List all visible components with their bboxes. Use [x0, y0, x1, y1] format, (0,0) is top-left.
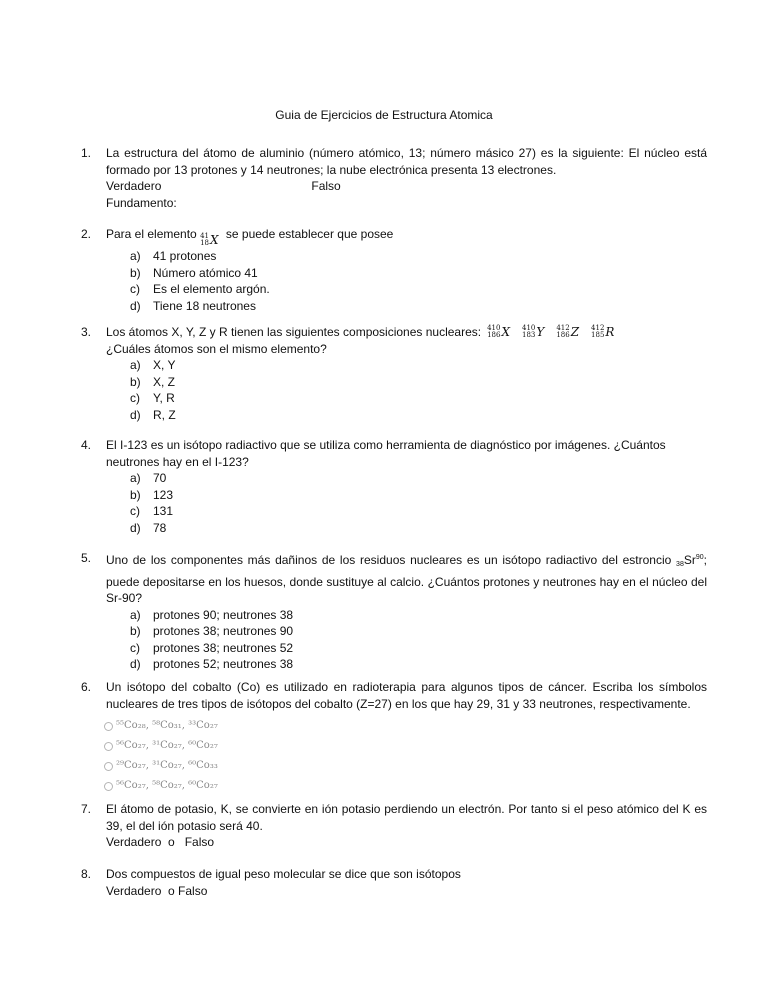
options-list [130, 607, 707, 673]
option-text: R, Z [153, 407, 176, 422]
option-item [130, 390, 707, 407]
option-item [130, 623, 707, 640]
true-label: Verdadero [106, 179, 162, 193]
option-item [130, 265, 707, 282]
question-number: 8. [81, 867, 92, 881]
isotope-symbol: 412 185 R [591, 324, 615, 340]
radio-choice[interactable] [104, 736, 707, 756]
option-label: d) [130, 298, 141, 313]
question-text: Uno de los componentes más dañinos de los residuos nucleares es un isótopo radiactivo del estroncio $_{38}Sr^{90}$; puede depositarse en los huesos, donde sustituye al calcio. ¿Cuántos protones y neutrones hay en el núcleo del Sr-90? [106, 553, 707, 605]
option-label: b) [130, 374, 141, 389]
question-7 [81, 801, 707, 851]
option-item [130, 520, 707, 537]
option-item [130, 640, 707, 657]
question-text: Un isótopo del cobalto (Co) es utilizado en radioterapia para algunos tipos de cáncer. Escriba los símbolos nucleares de tres tipos de isótopos del cobalto (Z=27) en los que hay 29, 31 y 33 neutrones, respectivamente. [106, 680, 707, 711]
answer-line: Verdadero o Falso [106, 835, 215, 849]
question-number: 6. [81, 680, 92, 694]
option-text: protones 38; neutrones 90 [153, 624, 294, 638]
question-5 [81, 550, 707, 673]
isotope-symbol: 410 183 Y [522, 324, 545, 340]
question-6 [81, 679, 707, 796]
option-text: 41 protones [153, 249, 217, 264]
question-number: 3. [81, 325, 92, 339]
choice-text: ⁵⁵Co₂₈, ⁵⁸Co₃₁, ³³Co₂₇ [116, 719, 218, 731]
radio-button[interactable] [104, 742, 113, 751]
option-label: b) [130, 265, 141, 280]
option-item [130, 656, 707, 673]
question-text-post: se puede establecer que posee [225, 227, 394, 241]
question-number: 5. [81, 551, 92, 565]
option-item [130, 248, 707, 265]
isotope-list [487, 324, 626, 341]
question-3 [81, 324, 707, 423]
option-item [130, 503, 707, 520]
false-label: Falso [311, 179, 341, 193]
question-subtext: ¿Cuáles átomos son el mismo elemento? [106, 341, 327, 356]
option-text: 78 [153, 520, 167, 535]
option-label: c) [130, 640, 140, 655]
question-2 [81, 226, 707, 314]
option-label: c) [130, 391, 140, 405]
question-number: 2. [81, 227, 92, 241]
isotope-symbol: 412 186 Z [556, 324, 580, 340]
option-item [130, 487, 707, 504]
question-1 [81, 145, 707, 211]
question-text: Dos compuestos de igual peso molecular se dice que son isótopos [106, 867, 461, 881]
isotope-symbol: 410 186 X [487, 324, 511, 340]
option-item [130, 470, 707, 487]
option-text: Y, R [153, 391, 175, 405]
radio-choice-group [104, 716, 707, 796]
option-label: c) [130, 282, 140, 297]
question-number: 7. [81, 802, 92, 816]
radio-button[interactable] [104, 722, 113, 731]
question-text-pre: Para el elemento [106, 227, 197, 241]
option-text: 70 [153, 471, 167, 485]
option-text: Es el elemento argón. [153, 282, 270, 297]
options-list [130, 357, 707, 423]
radio-button[interactable] [104, 762, 113, 771]
option-label: a) [130, 471, 141, 485]
question-4 [81, 437, 707, 536]
question-text: Los átomos X, Y, Z y R tienen las siguientes composiciones nucleares: [106, 325, 482, 339]
question-number: 1. [81, 146, 92, 160]
options-list [130, 248, 707, 314]
option-text: X, Y [153, 358, 176, 372]
option-label: d) [130, 407, 141, 422]
options-list [130, 470, 707, 536]
option-text: X, Z [153, 374, 176, 389]
radio-choice[interactable] [104, 756, 707, 776]
page-title: Guia de Ejercicios de Estructura Atomica [275, 108, 493, 122]
answer-line: Verdadero o Falso [106, 883, 208, 898]
choice-text: ⁵⁶Co₂₇, ⁵⁸Co₂₇, ⁶⁰Co₂₇ [116, 779, 218, 791]
option-label: b) [130, 624, 141, 638]
option-label: d) [130, 520, 141, 535]
option-label: c) [130, 504, 140, 518]
fundamento-label: Fundamento: [106, 195, 177, 210]
option-label: a) [130, 358, 141, 372]
question-8 [81, 866, 707, 899]
option-text: protones 38; neutrones 52 [153, 640, 294, 655]
radio-choice[interactable] [104, 716, 707, 736]
option-item [130, 374, 707, 391]
option-label: a) [130, 607, 141, 622]
option-text: protones 52; neutrones 38 [153, 657, 294, 671]
option-text: protones 90; neutrones 38 [153, 607, 294, 622]
option-text: Número atómico 41 [153, 265, 258, 280]
isotope-symbol: 41 18 X [200, 232, 219, 247]
radio-choice[interactable] [104, 776, 707, 796]
option-label: a) [130, 249, 141, 264]
question-number: 4. [81, 438, 92, 452]
radio-button[interactable] [104, 782, 113, 791]
option-item [130, 281, 707, 298]
question-text: El I-123 es un isótopo radiactivo que se utiliza como herramienta de diagnóstico por imágenes. ¿Cuántos neutrones hay en el I-123? [106, 438, 666, 469]
option-text: Tiene 18 neutrones [153, 298, 256, 313]
option-item [130, 357, 707, 374]
option-label: d) [130, 657, 141, 671]
option-item [130, 607, 707, 624]
option-text: 131 [153, 504, 174, 518]
question-text: El átomo de potasio, K, se convierte en ión potasio perdiendo un electrón. Por tanto si el peso atómico del K es 39, el del ión potasio será 40. [106, 802, 707, 833]
choice-text: ⁵⁶Co₂₇, ³¹Co₂₇, ⁶⁰Co₂₇ [116, 739, 218, 751]
option-item [130, 298, 707, 315]
option-text: 123 [153, 487, 174, 502]
option-label: b) [130, 487, 141, 502]
question-text: La estructura del átomo de aluminio (número atómico, 13; número másico 27) es la siguiente: El núcleo está formado por 13 protones y 14 neutrones; la nube electrónica presenta 13 electrones. [106, 146, 707, 177]
option-item [130, 407, 707, 424]
choice-text: ²⁹Co₂₇, ³¹Co₂₇, ⁶⁰Co₃₃ [116, 759, 218, 771]
